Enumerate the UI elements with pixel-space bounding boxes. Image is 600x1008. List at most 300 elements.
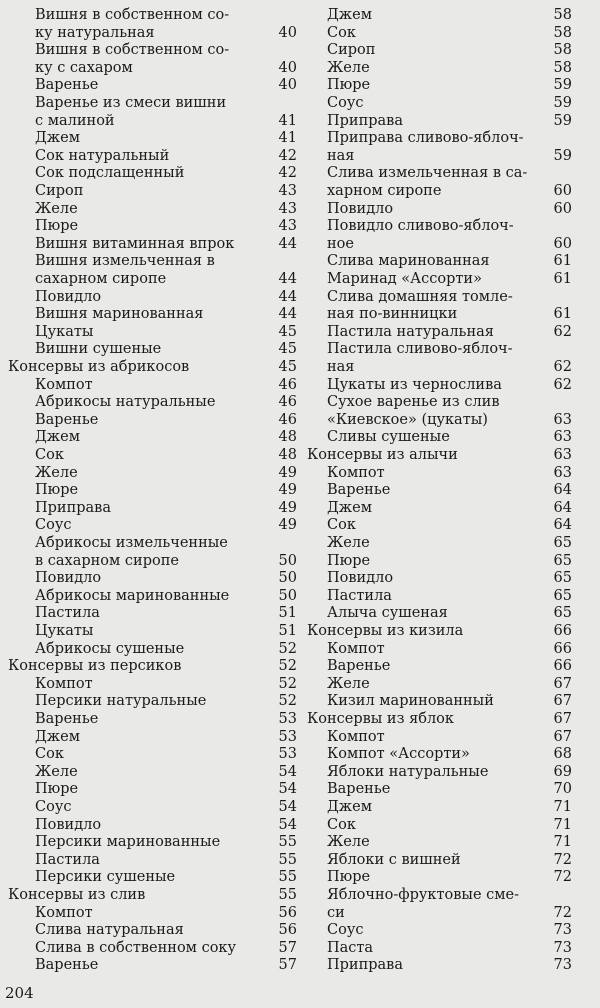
toc-entry	[300, 745, 575, 763]
toc-entry-title: Пастила	[327, 587, 392, 604]
toc-entry	[0, 587, 300, 605]
toc-entry-page: 65	[553, 605, 572, 622]
toc-entry-title: Приправа сливово-яблоч-	[327, 130, 524, 147]
toc-entry-page: 71	[553, 799, 572, 815]
toc-entry	[0, 217, 300, 235]
toc-entry	[0, 200, 300, 218]
toc-entry-title: ная по-винницки	[327, 306, 458, 323]
toc-entry-title: Слива домашняя томле-	[327, 288, 513, 305]
toc-entry-title: Цукаты	[35, 323, 94, 340]
toc-entry-title: Вишня витаминная впрок	[35, 235, 235, 252]
toc-entry-page: 71	[553, 816, 572, 833]
toc-entry-title: Повидло	[35, 816, 102, 833]
toc-entry-title: Желе	[35, 200, 78, 217]
toc-entry-page: 51	[278, 623, 297, 639]
toc-entry	[300, 552, 575, 570]
toc-entry-title: Вишня в собственном со-	[35, 42, 230, 59]
toc-entry-title: Повидло	[35, 570, 102, 587]
toc-entry-page: 66	[553, 658, 572, 675]
toc-entry-page: 60	[553, 183, 572, 199]
toc-entry	[300, 816, 575, 834]
toc-entry-title: Пюре	[35, 781, 79, 798]
toc-entry-title: Пюре	[35, 218, 79, 235]
toc-entry	[0, 604, 300, 622]
toc-entry-page: 60	[553, 235, 572, 252]
toc-entry	[300, 94, 575, 112]
toc-entry-page: 63	[553, 464, 572, 481]
toc-entry-page: 63	[553, 411, 572, 428]
toc-entry-page: 43	[278, 218, 297, 235]
toc-entry-page: 65	[553, 587, 572, 604]
toc-entry-page: 57	[278, 939, 297, 956]
toc-entry-page: 64	[553, 482, 572, 499]
toc-entry	[300, 851, 575, 869]
toc-entry-title: Варенье	[327, 658, 391, 675]
toc-entry-title: Маринад «Ассорти»	[327, 271, 482, 287]
toc-entry	[300, 675, 575, 693]
toc-entry	[0, 552, 300, 570]
toc-entry-title: Приправа	[35, 499, 111, 516]
toc-entry-title: Персики маринованные	[35, 834, 221, 851]
toc-entry	[0, 323, 300, 341]
toc-entry-page: 49	[278, 499, 297, 516]
toc-entry-page: 61	[553, 306, 572, 323]
toc-entry-page: 55	[278, 834, 297, 851]
toc-entry-title: Желе	[35, 763, 78, 780]
toc-entry	[300, 252, 575, 270]
toc-entry-page: 48	[278, 447, 297, 463]
toc-entry-title: Сок	[35, 746, 64, 763]
toc-entry	[300, 41, 575, 59]
toc-entry-title: Джем	[327, 799, 372, 815]
toc-entry	[0, 94, 300, 112]
toc-section-heading	[0, 657, 300, 675]
toc-entry	[300, 534, 575, 552]
toc-entry	[300, 305, 575, 323]
toc-entry-page: 55	[278, 887, 297, 903]
toc-entry-title: в сахарном сиропе	[35, 552, 179, 569]
toc-entry-page: 65	[553, 570, 572, 587]
toc-entry-page: 59	[553, 77, 572, 94]
toc-entry-title: Повидло	[327, 200, 394, 217]
toc-entry-page: 59	[553, 95, 572, 111]
toc-entry-page: 61	[553, 271, 572, 287]
toc-entry	[0, 270, 300, 288]
toc-entry-page: 40	[278, 77, 297, 94]
toc-section-heading	[0, 358, 300, 376]
toc-entry-title: Варенье	[35, 411, 99, 428]
toc-entry-page: 56	[278, 904, 297, 921]
toc-entry	[0, 76, 300, 94]
toc-entry-title: Консервы из слив	[8, 887, 146, 903]
toc-entry-page: 64	[553, 499, 572, 516]
toc-entry-page: 67	[553, 693, 572, 710]
toc-section-heading	[300, 622, 575, 640]
toc-entry-title: Слива измельченная в са-	[327, 165, 528, 182]
toc-entry	[0, 692, 300, 710]
toc-entry-title: Повидло сливово-яблоч-	[327, 218, 514, 235]
toc-entry-page: 58	[553, 42, 572, 59]
toc-entry	[300, 692, 575, 710]
toc-entry-page: 62	[553, 359, 572, 375]
toc-entry-title: «Киевское» (цукаты)	[327, 411, 488, 428]
toc-entry-title: Сухое варенье из слив	[327, 394, 500, 411]
toc-entry-title: Абрикосы измельченные	[35, 535, 228, 551]
toc-entry	[300, 411, 575, 429]
toc-entry-title: Вишни сушеные	[35, 341, 162, 358]
toc-entry	[300, 516, 575, 534]
toc-entry-title: Консервы из персиков	[8, 658, 182, 675]
toc-entry-page: 43	[278, 183, 297, 199]
toc-entry	[0, 252, 300, 270]
toc-entry-page: 66	[553, 623, 572, 639]
toc-entry	[300, 323, 575, 341]
page-number: 204	[5, 984, 34, 1002]
toc-entry-page: 67	[553, 728, 572, 745]
toc-entry-title: Варенье из смеси вишни	[35, 95, 227, 111]
toc-entry-page: 46	[278, 394, 297, 411]
toc-entry	[0, 956, 300, 974]
toc-entry	[300, 464, 575, 482]
toc-entry	[0, 428, 300, 446]
toc-entry-page: 44	[278, 271, 297, 287]
toc-entry-title: ку с сахаром	[35, 59, 133, 76]
toc-entry-page: 40	[278, 59, 297, 76]
toc-entry-page: 46	[278, 411, 297, 428]
toc-entry	[0, 798, 300, 816]
toc-entry	[300, 428, 575, 446]
toc-entry	[0, 59, 300, 77]
toc-entry-page: 42	[278, 165, 297, 182]
toc-entry	[300, 59, 575, 77]
toc-entry-title: Кизил маринованный	[327, 693, 494, 710]
toc-entry-page: 54	[278, 799, 297, 815]
toc-entry-title: Пастила сливово-яблоч-	[327, 341, 513, 358]
toc-entry-page: 52	[278, 640, 297, 657]
toc-entry-page: 65	[553, 535, 572, 551]
toc-entry	[0, 622, 300, 640]
toc-entry-page: 55	[278, 851, 297, 868]
toc-entry	[300, 182, 575, 200]
toc-entry-title: Пастила	[35, 851, 100, 868]
toc-entry-title: Компот	[327, 464, 385, 481]
toc-entry-title: Слива в собственном соку	[35, 939, 237, 956]
toc-entry-page: 62	[553, 323, 572, 340]
toc-entry-title: Консервы из яблок	[307, 711, 454, 727]
toc-entry-page: 41	[278, 130, 297, 147]
toc-entry	[0, 464, 300, 482]
toc-entry-page: 54	[278, 763, 297, 780]
toc-entry-title: Варенье	[327, 781, 391, 798]
toc-entry-title: сахарном сиропе	[35, 271, 167, 287]
toc-entry-title: харном сиропе	[327, 183, 442, 199]
toc-entry	[300, 728, 575, 746]
toc-entry-page: 63	[553, 447, 572, 463]
toc-entry-title: Варенье	[35, 77, 99, 94]
toc-entry-title: Яблоки с вишней	[327, 851, 461, 868]
toc-entry-page: 58	[553, 7, 572, 23]
toc-entry-title: Пюре	[327, 869, 371, 886]
toc-entry-page: 52	[278, 658, 297, 675]
toc-entry	[0, 499, 300, 517]
toc-entry	[300, 833, 575, 851]
toc-entry-title: Сок	[327, 517, 356, 534]
toc-entry-page: 44	[278, 306, 297, 323]
toc-entry	[300, 780, 575, 798]
toc-entry	[300, 129, 575, 147]
toc-entry	[0, 182, 300, 200]
toc-entry-title: Абрикосы сушеные	[35, 640, 185, 657]
toc-entry	[0, 569, 300, 587]
toc-entry-title: Желе	[327, 535, 370, 551]
toc-entry	[0, 851, 300, 869]
toc-entry-title: Соус	[327, 922, 364, 939]
toc-entry	[300, 376, 575, 394]
toc-entry-title: Джем	[327, 499, 372, 516]
toc-entry-page: 67	[553, 675, 572, 692]
toc-entry	[300, 569, 575, 587]
toc-entry-title: Компот «Ассорти»	[327, 746, 470, 763]
toc-entry	[300, 147, 575, 165]
toc-entry	[300, 270, 575, 288]
toc-entry-title: Желе	[327, 59, 370, 76]
toc-entry	[300, 393, 575, 411]
toc-entry-page: 53	[278, 746, 297, 763]
toc-entry-title: ку натуральная	[35, 24, 155, 41]
toc-entry	[0, 305, 300, 323]
toc-entry-title: Компот	[35, 376, 93, 393]
toc-entry	[300, 798, 575, 816]
toc-entry-page: 54	[278, 781, 297, 798]
toc-entry-title: Вишня маринованная	[35, 306, 204, 323]
toc-entry-page: 58	[553, 24, 572, 41]
toc-entry-page: 41	[278, 112, 297, 129]
toc-entry	[0, 516, 300, 534]
toc-entry-page: 50	[278, 552, 297, 569]
toc-entry	[300, 164, 575, 182]
toc-entry-title: си	[327, 904, 345, 921]
toc-entry	[0, 921, 300, 939]
toc-entry-title: Цукаты из чернослива	[327, 376, 502, 393]
toc-entry-title: Пюре	[35, 482, 79, 499]
toc-entry-page: 54	[278, 816, 297, 833]
toc-entry	[0, 147, 300, 165]
toc-entry-title: Варенье	[35, 957, 99, 974]
toc-entry-page: 63	[553, 429, 572, 446]
toc-entry-page: 50	[278, 587, 297, 604]
toc-entry-title: ная	[327, 359, 355, 375]
toc-entry-page: 51	[278, 605, 297, 622]
toc-entry-page: 49	[278, 464, 297, 481]
toc-entry-page: 73	[553, 957, 572, 974]
toc-entry-page: 67	[553, 711, 572, 727]
toc-entry-page: 62	[553, 376, 572, 393]
toc-entry	[300, 112, 575, 130]
toc-entry	[300, 921, 575, 939]
toc-entry	[300, 904, 575, 922]
toc-entry	[0, 904, 300, 922]
toc-entry-page: 59	[553, 147, 572, 164]
toc-entry-title: Сок	[327, 24, 356, 41]
toc-entry-page: 49	[278, 517, 297, 534]
toc-entry-page: 44	[278, 235, 297, 252]
toc-entry-title: Джем	[35, 130, 80, 147]
toc-entry-title: Абрикосы маринованные	[35, 587, 230, 604]
toc-entry-title: Соус	[327, 95, 364, 111]
toc-entry	[300, 217, 575, 235]
toc-entry-title: Цукаты	[35, 623, 94, 639]
toc-entry-title: Сок	[327, 816, 356, 833]
toc-entry-page: 61	[553, 253, 572, 270]
toc-entry-page: 43	[278, 200, 297, 217]
toc-entry	[300, 640, 575, 658]
toc-entry-title: Желе	[35, 464, 78, 481]
toc-entry-page: 56	[278, 922, 297, 939]
toc-entry-page: 59	[553, 112, 572, 129]
toc-entry	[0, 129, 300, 147]
toc-entry-page: 68	[553, 746, 572, 763]
toc-section-heading	[300, 710, 575, 728]
toc-entry-title: Джем	[327, 7, 372, 23]
toc-entry-page: 69	[553, 763, 572, 780]
toc-entry	[300, 76, 575, 94]
toc-entry	[300, 200, 575, 218]
toc-entry-title: Компот	[327, 640, 385, 657]
toc-entry	[300, 235, 575, 253]
toc-entry	[0, 41, 300, 59]
toc-entry-page: 44	[278, 288, 297, 305]
toc-entry-page: 50	[278, 570, 297, 587]
toc-entry-page: 46	[278, 376, 297, 393]
toc-entry	[300, 340, 575, 358]
toc-entry-page: 72	[553, 851, 572, 868]
toc-entry-title: Приправа	[327, 112, 403, 129]
toc-entry-title: Желе	[327, 834, 370, 851]
toc-entry-title: Желе	[327, 675, 370, 692]
toc-entry-title: Варенье	[35, 711, 99, 727]
toc-entry-title: Алыча сушеная	[327, 605, 448, 622]
toc-entry	[0, 763, 300, 781]
toc-entry-title: Соус	[35, 799, 72, 815]
toc-entry-title: Паста	[327, 939, 374, 956]
toc-entry	[300, 956, 575, 974]
toc-entry-title: ное	[327, 235, 354, 252]
toc-entry-page: 57	[278, 957, 297, 974]
toc-entry-title: Слива натуральная	[35, 922, 184, 939]
toc-entry-title: Соус	[35, 517, 72, 534]
toc-entry-page: 45	[278, 341, 297, 358]
toc-entry	[0, 868, 300, 886]
toc-entry	[0, 534, 300, 552]
toc-entry	[0, 640, 300, 658]
toc-entry-title: Персики сушеные	[35, 869, 176, 886]
toc-entry-page: 72	[553, 904, 572, 921]
toc-entry-page: 60	[553, 200, 572, 217]
toc-entry-title: Консервы из кизила	[307, 623, 464, 639]
toc-entry	[0, 393, 300, 411]
toc-entry	[0, 340, 300, 358]
toc-entry	[0, 288, 300, 306]
toc-entry	[300, 288, 575, 306]
toc-entry	[0, 816, 300, 834]
toc-entry	[300, 763, 575, 781]
toc-entry-page: 55	[278, 869, 297, 886]
toc-entry-title: Яблочно-фруктовые сме-	[327, 887, 520, 903]
toc-entry-title: Вишня в собственном со-	[35, 7, 230, 23]
toc-entry-title: Консервы из абрикосов	[8, 359, 190, 375]
toc-entry-page: 45	[278, 323, 297, 340]
toc-entry-page: 73	[553, 939, 572, 956]
toc-entry-page: 72	[553, 869, 572, 886]
toc-entry-title: Пюре	[327, 552, 371, 569]
toc-entry-title: Сироп	[327, 42, 376, 59]
toc-entry-page: 58	[553, 59, 572, 76]
toc-entry-page: 40	[278, 24, 297, 41]
toc-entry-page: 70	[553, 781, 572, 798]
toc-entry	[0, 24, 300, 42]
toc-entry-title: ная	[327, 147, 355, 164]
toc-entry	[0, 235, 300, 253]
toc-entry	[300, 604, 575, 622]
toc-entry	[300, 886, 575, 904]
toc-entry-title: Слива маринованная	[327, 253, 490, 270]
toc-entry	[0, 745, 300, 763]
toc-entry-page: 45	[278, 359, 297, 375]
toc-entry-title: Пюре	[327, 77, 371, 94]
toc-entry-title: Сок подслащенный	[35, 165, 185, 182]
toc-entry-title: Консервы из алычи	[307, 447, 458, 463]
toc-entry-page: 71	[553, 834, 572, 851]
toc-entry	[0, 833, 300, 851]
toc-entry-page: 42	[278, 147, 297, 164]
toc-entry	[300, 499, 575, 517]
toc-entry-title: Пастила	[35, 605, 100, 622]
toc-entry-title: Компот	[327, 728, 385, 745]
toc-entry-title: Яблоки натуральные	[327, 763, 489, 780]
toc-entry-title: Вишня измельченная в	[35, 253, 215, 270]
toc-entry	[0, 446, 300, 464]
toc-entry-page: 49	[278, 482, 297, 499]
toc-entry	[0, 411, 300, 429]
toc-entry-title: Повидло	[35, 288, 102, 305]
toc-entry	[0, 780, 300, 798]
toc-entry-title: Джем	[35, 429, 80, 446]
toc-entry-page: 66	[553, 640, 572, 657]
toc-entry-title: Компот	[35, 904, 93, 921]
toc-entry	[0, 376, 300, 394]
toc-entry	[300, 358, 575, 376]
toc-entry-title: Сок	[35, 447, 64, 463]
toc-section-heading	[300, 446, 575, 464]
toc-entry-page: 53	[278, 711, 297, 727]
toc-entry-title: Компот	[35, 675, 93, 692]
toc-entry	[0, 481, 300, 499]
toc-entry-title: Сок натуральный	[35, 147, 170, 164]
toc-entry-title: Варенье	[327, 482, 391, 499]
toc-entry	[300, 24, 575, 42]
toc-entry-page: 64	[553, 517, 572, 534]
toc-entry	[300, 587, 575, 605]
toc-entry	[0, 164, 300, 182]
toc-entry	[300, 481, 575, 499]
toc-entry	[0, 728, 300, 746]
toc-entry	[300, 6, 575, 24]
toc-entry-title: Повидло	[327, 570, 394, 587]
toc-entry	[300, 939, 575, 957]
toc-entry	[0, 675, 300, 693]
toc-entry-page: 48	[278, 429, 297, 446]
toc-entry-page: 52	[278, 675, 297, 692]
